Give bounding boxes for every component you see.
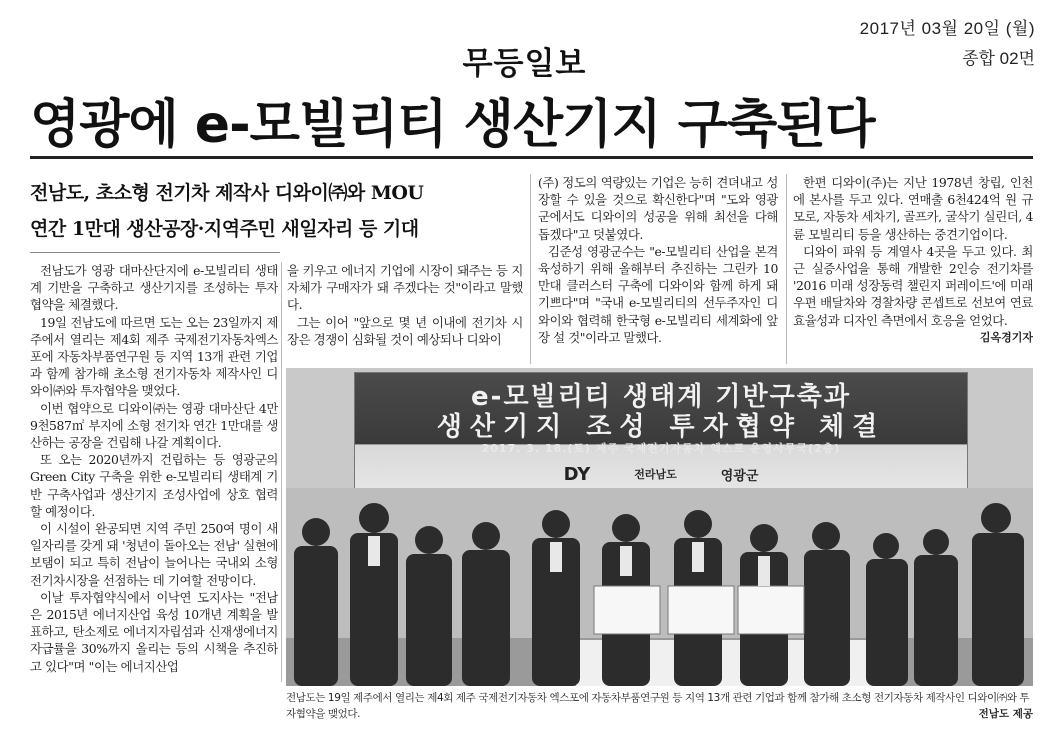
column-divider — [281, 262, 282, 682]
paragraph: 그는 이어 "앞으로 몇 년 이내에 전기차 시장은 경쟁이 심화될 것이 예상되나 디와이 — [287, 314, 523, 347]
paragraph: 디와이 파워 등 계열사 4곳을 두고 있다. 최근 실증사업을 통해 개발한 2인승 전기차를 '2016 미래 성장동력 챌린지 퍼레이드'에 미래 우편 배달차와 경찰차량 콘셉트로 선보여 연료 효율성과 디자인 측면에서 호응을 얻었다. — [793, 243, 1033, 328]
banner-title-line-2: 생산기지 조성 투자협약 체결 — [436, 412, 886, 442]
dy-logo: DY — [563, 463, 591, 485]
subheadline-1: 전남도, 초소형 전기차 제작사 디와이㈜와 MOU — [30, 182, 424, 204]
column-divider — [786, 174, 787, 364]
byline: 김옥경기자 — [979, 330, 1033, 344]
article-column-1 — [30, 262, 278, 726]
paragraph: 이날 투자협약식에서 이낙연 도지사는 "전남은 2015년 에너지산업 육성 10개년 계획을 발표하고, 탄소제로 에너지자립섬과 신재생에너지 자급률을 30%까지 올리는 등의 시책을 추진하고 있다"며 "이는 에너지산업 — [30, 589, 278, 674]
photo-caption: 전남도는 19일 제주에서 열리는 제4회 제주 국제전기자동차 엑스포에 자동차부품연구원 등 지역 13개 관련 기업과 함께 참가해 초소형 전기자동차 제작사인 디와이㈜와 투자협약을 맺었다. — [286, 692, 1030, 720]
article-column-2 — [287, 262, 523, 366]
article-column-4 — [793, 174, 1033, 366]
paragraph: 또 오는 2020년까지 건립하는 등 영광군의 Green City 구축을 위한 e-모빌리티 생태계 기반 구축사업과 생산기지 조성사업에 상호 협력할 예정이다. — [30, 452, 278, 519]
paragraph: 이번 협약으로 디와이㈜는 영광 대마산단 4만9천587㎡ 부지에 소형 전기차 연간 1만대를 생산하는 공장을 건립해 나갈 계획이다. — [30, 400, 278, 451]
section-page: 종합 02면 — [962, 49, 1035, 68]
subheadline-2: 연간 1만대 생산공장·지역주민 새일자리 등 기대 — [30, 218, 419, 240]
photo-credit: 전남도 제공 — [978, 708, 1033, 720]
newspaper-name: 무등일보 — [462, 46, 587, 82]
banner-logos — [355, 459, 967, 489]
event-banner — [354, 372, 968, 492]
banner-title-line-1: e-모빌리티 생태계 기반구축과 — [471, 382, 851, 412]
paragraph: 한편 디와이(주)는 지난 1978년 창립, 인천에 본사를 두고 있다. 연매출 6천424억 원 규모로, 자동차 세차기, 골프카, 굴삭기 실린더, 4륜 모빌리티 등을 생산하는 중견기업이다. — [793, 175, 1033, 242]
banner-date-venue: 2017. 3. 18.(토) 제주 국제전기자동차 엑스포 운영사무국(2층) — [481, 442, 841, 455]
headline: 영광에 e-모빌리티 생산기지 구축된다 — [30, 95, 875, 155]
paragraph: 전남도가 영광 대마산단지에 e-모빌리티 생태계 기반을 구축하고 생산기지를 조성하는 투자협약을 체결했다. — [30, 263, 278, 313]
yeonggwang-logo: 영광군 — [720, 468, 759, 484]
publication-date: 2017년 03월 20일 (월) — [859, 19, 1035, 38]
paragraph: 19일 전남도에 따르면 도는 오는 23일까지 제주에서 열리는 제4회 제주 국제전기자동차엑스포에 자동차부품연구원 등 지역 13개 관련 기업과 함께 참가해 초소형 전기자동차 제작사인 디와이㈜와 투자협약을 맺었다. — [30, 314, 278, 399]
ceremony-group-photo — [286, 488, 1033, 686]
news-photo — [286, 368, 1033, 686]
paragraph: (주) 정도의 역량있는 기업은 능히 견뎌내고 성장할 수 있을 것으로 확신한다"며 "도와 영광군에서도 디와이의 성공을 위해 최선을 다해 돕겠다"고 덧붙였다. — [538, 175, 778, 242]
column-divider — [530, 174, 531, 364]
paragraph: 김준성 영광군수는 "e-모빌리티 산업을 본격 육성하기 위해 올해부터 추진하는 그린카 10만대 클러스터 구축에 디와이와 함께 하게 돼 기쁘다"며 "국내 e-모빌리티의 선두주자인 디와이와 협력해 한국형 e-모빌리티 세계화에 앞장 설 것"이라고 말했다. — [538, 243, 778, 345]
headline-rule — [30, 156, 1033, 159]
lead-rule — [30, 252, 280, 253]
article-column-3 — [538, 174, 778, 366]
paragraph: 이 시설이 완공되면 지역 주민 250여 명이 새 일자리를 갖게 돼 '청년이 돌아오는 전남' 실현에 보탬이 되고 특히 전남이 늘어나는 국내외 소형 전기차시장을 선점하는 데 기여할 전망이다. — [30, 521, 278, 588]
paragraph: 을 키우고 에너지 기업에 시장이 돼주는 등 지자체가 구매자가 돼 주겠다는 것"이라고 말했다. — [287, 263, 523, 313]
jeonnam-logo: 전라남도 — [634, 468, 677, 481]
